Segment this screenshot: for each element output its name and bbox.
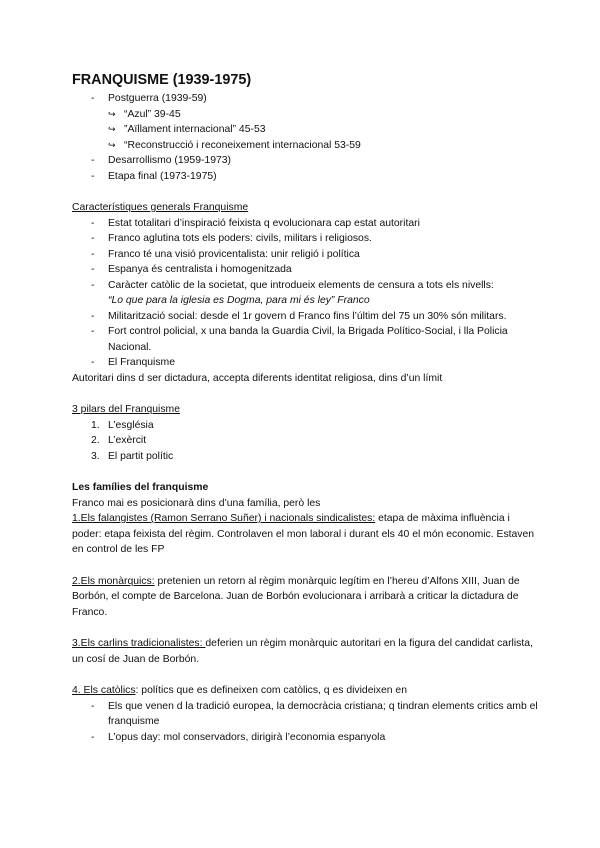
- family-catolics: 4. Els catòlics: polítics que es defineixen com catòlics, q es divideixen en: [72, 685, 407, 696]
- family-monarquics: 2.Els monàrquics: pretenien un retorn al règim monàrquic legítim en l’hereu d’Alfons XIII, Juan de Borbón, el compte de Barcelona. Juan de Borbón evolucionara i arribarà a criticar la dictadura de Franco.: [72, 575, 520, 618]
- families-intro: Franco mai es posicionarà dins d’una família, però les: [72, 497, 321, 509]
- list-item: ↪ “Azul” 39-45: [108, 107, 542, 123]
- family-falangistes: 1.Els falangistes (Ramon Serrano Suñer) i nacionals sindicalistes: etapa de màxima influència i poder: etapa feixista del règim. Controlaven el mon laboral i durant els 40 el món economic. Estaven en control de les FP: [72, 513, 535, 555]
- document-page: [72, 70, 542, 745]
- caracteristiques-list: [72, 216, 542, 371]
- paragraph-autoritari: Autoritari dins d ser dictadura, accepta diferents identitat religiosa, dins d’un límit: [72, 372, 443, 384]
- arrow-icon: ↪: [108, 124, 116, 134]
- list-item: ↪ ”Aïllament internacional” 45-53: [108, 122, 542, 138]
- list-item: - Estat totalitari d’inspiració feixista q evolucionara cap estat autoritari: [72, 216, 542, 232]
- pilars-list: [72, 418, 542, 465]
- list-item: - Els que venen d la tradició europea, la democràcia cristiana; q tindran elements critics amb el franquisme: [72, 699, 542, 730]
- section-heading-families: Les famílies del franquisme: [72, 482, 209, 493]
- arrow-icon: ↪: [108, 108, 116, 119]
- list-item: - Militarització social: desde el 1r govern d Franco fins l’últim del 75 un 30% són militars.: [72, 309, 542, 325]
- arrow-icon: ↪: [108, 139, 116, 150]
- list-item: - El Franquisme: [72, 355, 542, 371]
- franco-quote: “Lo que para la iglesia es Dogma, para mi és ley” Franco: [108, 295, 370, 306]
- postguerra-sublist: [108, 107, 542, 154]
- list-item: - Fort control policial, x una banda la Guardia Civil, la Brigada Político-Social, i lla Policia Nacional.: [72, 324, 542, 355]
- list-item: 1. L’església: [91, 419, 154, 431]
- period-postguerra: Postguerra (1939-59): [108, 93, 207, 104]
- list-item: ↪ “Reconstrucció i reconeixement internacional 53-59: [108, 138, 542, 154]
- list-item: - Caràcter catòlic de la societat, que introdueix elements de censura a tots els nivells: “Lo que para la iglesia es Dogma, para mi és ley” Franco: [72, 278, 542, 309]
- list-item: 3. El partit polític: [91, 450, 174, 462]
- section-heading-caracteristiques: Característiques generals Franquisme: [72, 202, 249, 213]
- list-item: - Franco aglutina tots els poders: civils, militars i religiosos.: [72, 231, 542, 247]
- list-item: - L’opus day: mol conservadors, dirigirà l’economia espanyola: [72, 730, 542, 746]
- list-item: - Franco té una visió provicentalista: unir religió i política: [72, 247, 542, 263]
- list-item: - Espanya és centralista i homogenitzada: [72, 262, 542, 278]
- list-item: 2. L’exèrcit: [91, 435, 147, 446]
- list-item: [72, 91, 542, 153]
- catolics-list: [72, 699, 542, 746]
- section-heading-pilars: 3 pilars del Franquisme: [72, 404, 180, 415]
- periods-list: [72, 91, 542, 184]
- list-item: - Desarrollismo (1959-1973): [72, 153, 542, 169]
- family-carlins: 3.Els carlins tradicionalistes: deferien un règim monàrquic autoritari en la figura del candidat carlista, un cosí de Juan de Borbón.: [72, 638, 533, 665]
- list-item: - Etapa final (1973-1975): [72, 169, 542, 185]
- page-title: FRANQUISME (1939-1975): [72, 72, 252, 88]
